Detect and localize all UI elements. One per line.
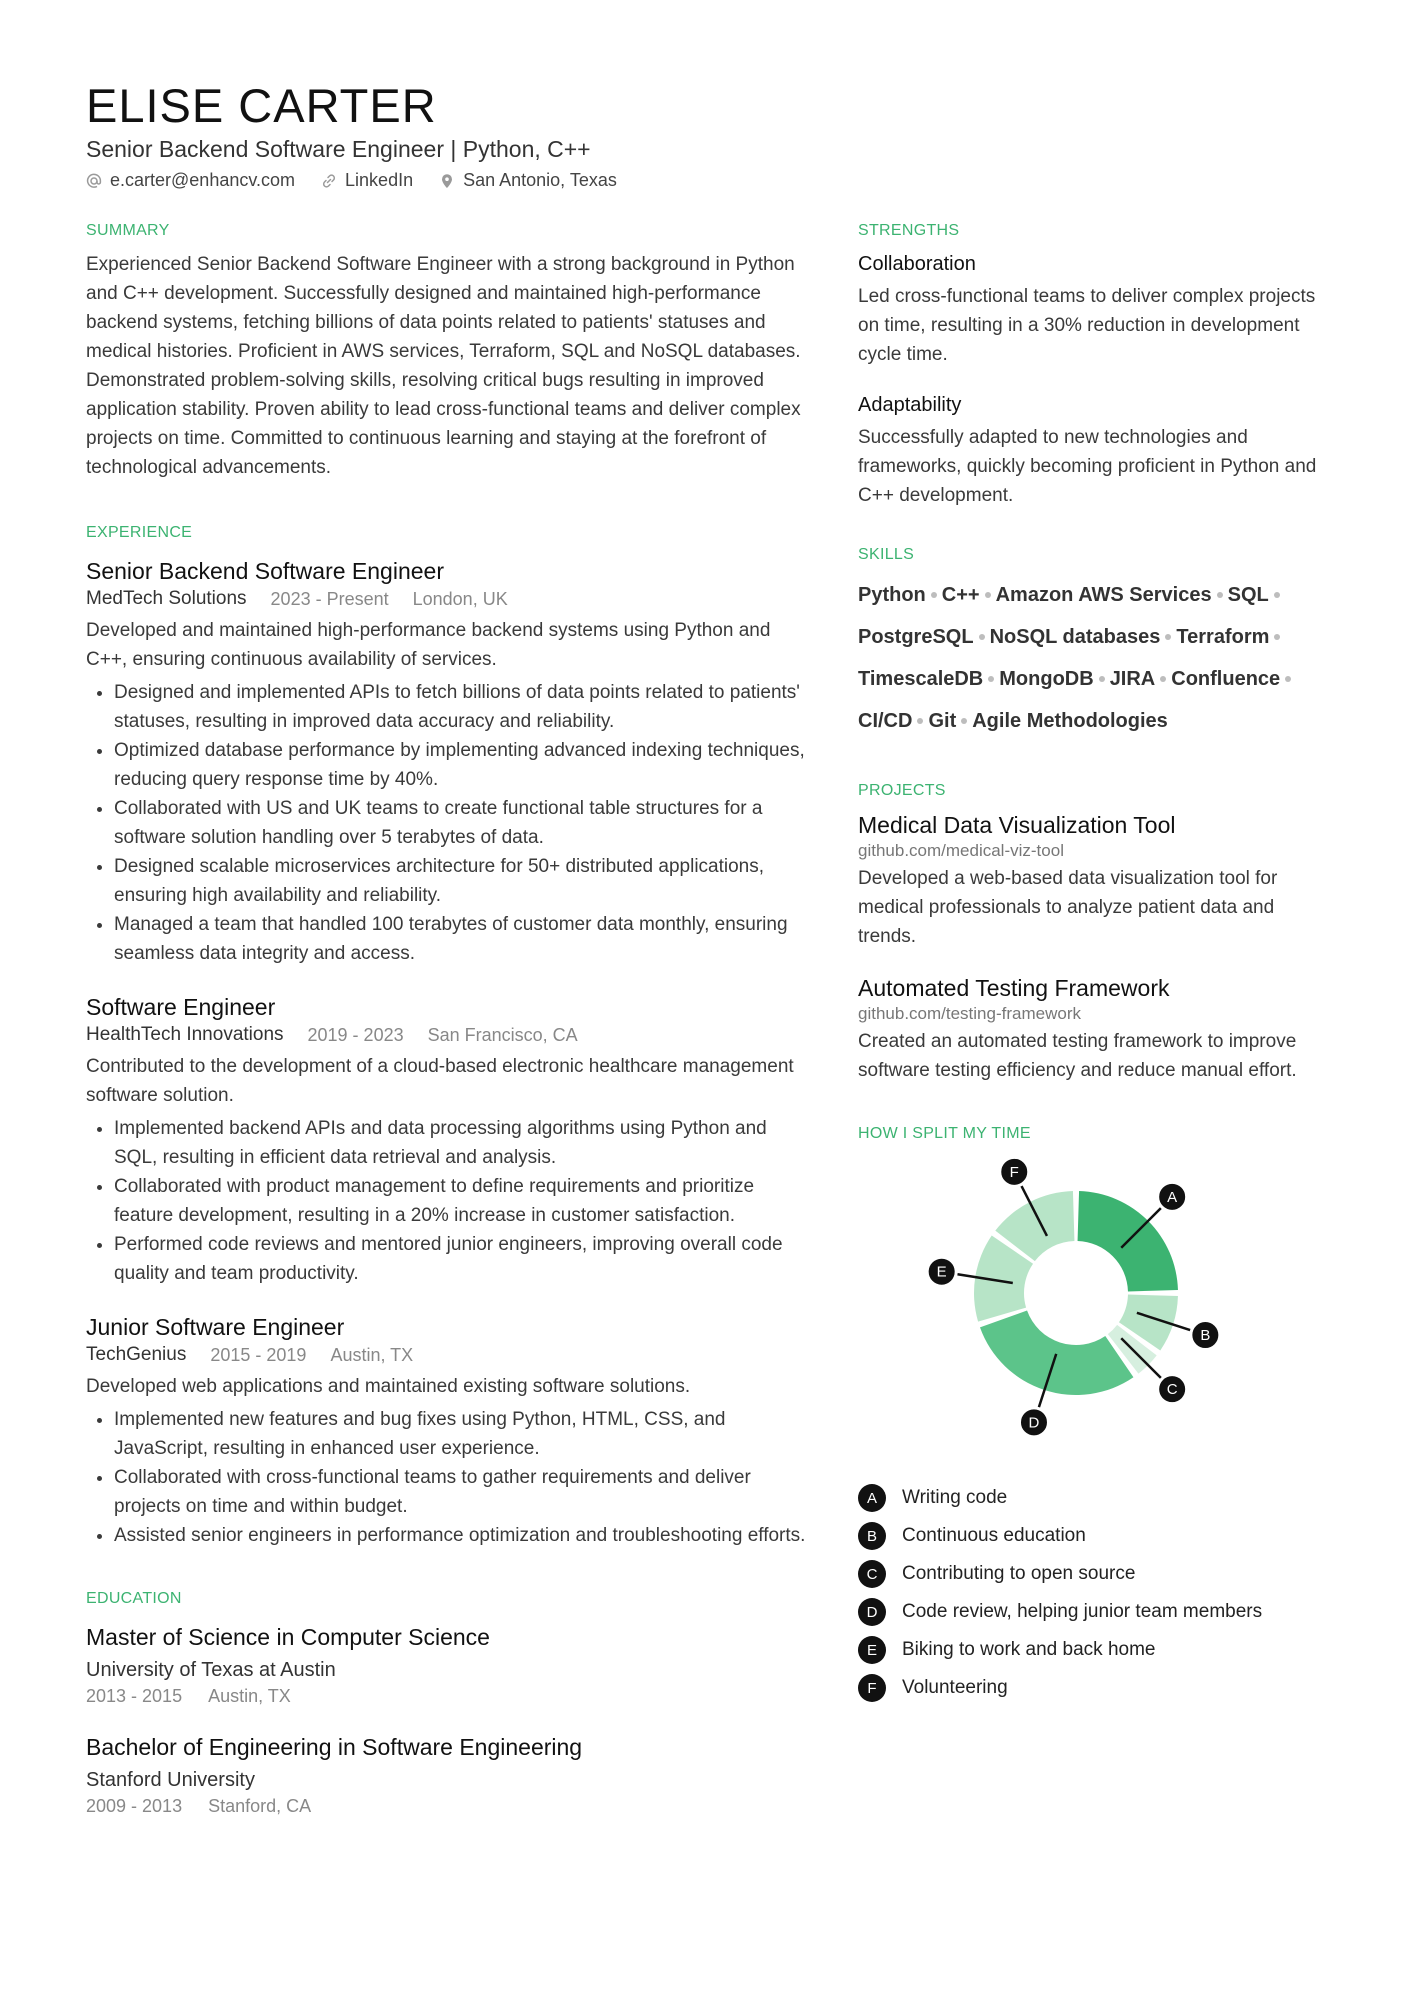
donut-label-letter: B: [1200, 1327, 1211, 1345]
strength-title: Adaptability: [858, 394, 962, 416]
contact-location-text: San Antonio, Texas: [463, 170, 617, 190]
project-title: Medical Data Visualization Tool: [858, 812, 1176, 838]
time-split-legend: [858, 1479, 1328, 1707]
experience-item: [86, 1312, 806, 1550]
skill-item: Amazon AWS Services: [995, 584, 1212, 606]
education-dates: 2009 - 2013: [86, 1796, 183, 1816]
project-item: [858, 810, 1328, 951]
job-location: Austin, TX: [330, 1345, 414, 1365]
legend-item: [858, 1517, 1328, 1555]
job-role: Junior Software Engineer: [86, 1314, 345, 1340]
job-role: Senior Backend Software Engineer: [86, 558, 444, 584]
list-item: • Assisted senior engineers in performance optimization and troubleshooting efforts.: [114, 1521, 806, 1550]
candidate-name: ELISE CARTER: [86, 79, 437, 132]
project-text: Created an automated testing framework to improve software testing efficiency and reduce manual effort.: [858, 1031, 1297, 1081]
skill-item: CI/CD: [858, 710, 913, 732]
donut-label-letter: A: [1167, 1188, 1178, 1206]
projects-section: [858, 782, 1328, 1085]
skill-separator-dot: [1274, 592, 1280, 598]
skill-separator-dot: [1160, 676, 1166, 682]
contact-linkedin[interactable]: [321, 170, 413, 191]
skill-separator-dot: [1217, 592, 1223, 598]
skill-item: SQL: [1227, 584, 1269, 606]
section-heading: SUMMARY: [86, 222, 170, 239]
section-heading: EDUCATION: [86, 1590, 182, 1607]
job-company: MedTech Solutions: [86, 588, 247, 609]
degree-title: Master of Science in Computer Science: [86, 1624, 490, 1650]
experience-item: [86, 556, 806, 968]
donut-label-letter: E: [936, 1263, 947, 1281]
skills-list: [858, 574, 1328, 742]
legend-item: [858, 1555, 1328, 1593]
strengths-section: [858, 222, 1328, 510]
contact-email[interactable]: [86, 170, 295, 191]
list-item: • Designed and implemented APIs to fetch billions of data points related to patients' statuses, resulting in improved data accuracy and reliability.: [114, 678, 806, 736]
job-company: HealthTech Innovations: [86, 1024, 284, 1045]
legend-badge: A: [858, 1484, 886, 1512]
legend-item: [858, 1631, 1328, 1669]
skill-separator-dot: [979, 634, 985, 640]
skill-separator-dot: [985, 592, 991, 598]
section-heading: STRENGTHS: [858, 222, 960, 239]
strength-item: [858, 391, 1328, 510]
school-name: University of Texas at Austin: [86, 1659, 336, 1681]
legend-label: Contributing to open source: [902, 1563, 1136, 1584]
left-column: [86, 222, 806, 1818]
legend-badge: C: [858, 1560, 886, 1588]
skill-item: Python: [858, 584, 926, 606]
legend-label: Writing code: [902, 1487, 1008, 1508]
contact-linkedin-text: LinkedIn: [345, 170, 414, 190]
job-bullets: [86, 1114, 806, 1288]
skill-separator-dot: [1285, 676, 1291, 682]
legend-badge: B: [858, 1522, 886, 1550]
legend-item: [858, 1593, 1328, 1631]
education-item: [86, 1622, 806, 1708]
education-meta: [86, 1684, 806, 1708]
project-title: Automated Testing Framework: [858, 975, 1170, 1001]
legend-label: Volunteering: [902, 1677, 1008, 1698]
education-section: [86, 1590, 806, 1818]
link-icon: [321, 173, 337, 189]
job-meta: [86, 586, 806, 612]
skill-separator-dot: [931, 592, 937, 598]
skill-item: PostgreSQL: [858, 626, 974, 648]
skills-section: [858, 546, 1328, 742]
time-split-chart-wrap: [858, 1153, 1328, 1453]
skill-separator-dot: [1274, 634, 1280, 640]
skill-separator-dot: [961, 718, 967, 724]
job-dates: 2015 - 2019: [210, 1345, 307, 1365]
job-role: Software Engineer: [86, 994, 276, 1020]
skill-separator-dot: [1099, 676, 1105, 682]
right-column: [858, 222, 1328, 1707]
project-link[interactable]: github.com/medical-viz-tool: [858, 841, 1064, 860]
job-description: Contributed to the development of a cloud-based electronic healthcare management software solution.: [86, 1056, 794, 1106]
list-item: • Collaborated with US and UK teams to create functional table structures for a software solution handling over 5 terabytes of data.: [114, 794, 806, 852]
donut-segment-d: [980, 1311, 1133, 1395]
donut-label-letter: F: [1009, 1163, 1019, 1181]
legend-label: Biking to work and back home: [902, 1639, 1156, 1660]
strength-text: Successfully adapted to new technologies and frameworks, quickly becoming proficient in Python and C++ development.: [858, 427, 1317, 506]
list-item: • Performed code reviews and mentored junior engineers, improving overall code quality and team productivity.: [114, 1230, 806, 1288]
skill-item: C++: [941, 584, 980, 606]
experience-item: [86, 992, 806, 1288]
job-bullets: [86, 678, 806, 968]
contact-email-text: e.carter@enhancv.com: [110, 170, 296, 190]
list-item: • Optimized database performance by implementing advanced indexing techniques, reducing query response time by 40%.: [114, 736, 806, 794]
job-bullets: [86, 1405, 806, 1550]
summary-section: [86, 222, 806, 482]
experience-section: [86, 524, 806, 1550]
strength-text: Led cross-functional teams to deliver complex projects on time, resulting in a 30% reduction in development cycle time.: [858, 286, 1316, 365]
education-item: [86, 1732, 806, 1818]
project-link[interactable]: github.com/testing-framework: [858, 1004, 1081, 1023]
list-item: • Managed a team that handled 100 terabytes of customer data monthly, ensuring seamless data integrity and access.: [114, 910, 806, 968]
legend-label: Continuous education: [902, 1525, 1086, 1546]
job-meta: [86, 1022, 806, 1048]
job-description: Developed web applications and maintained existing software solutions.: [86, 1376, 691, 1397]
education-location: Stanford, CA: [208, 1796, 312, 1816]
legend-label: Code review, helping junior team members: [902, 1601, 1263, 1622]
education-dates: 2013 - 2015: [86, 1686, 183, 1706]
donut-label-letter: D: [1028, 1414, 1040, 1432]
legend-item: [858, 1669, 1328, 1707]
section-heading: SKILLS: [858, 546, 915, 563]
job-location: London, UK: [412, 589, 508, 609]
skill-item: MongoDB: [999, 668, 1094, 690]
donut-label-letter: C: [1166, 1381, 1178, 1399]
project-item: [858, 973, 1328, 1085]
list-item: • Collaborated with product management to define requirements and prioritize feature development, resulting in a 20% increase in customer satisfaction.: [114, 1172, 806, 1230]
skill-item: NoSQL databases: [989, 626, 1161, 648]
skill-item: JIRA: [1109, 668, 1156, 690]
skill-item: Terraform: [1176, 626, 1270, 648]
job-meta: [86, 1342, 806, 1368]
summary-text: Experienced Senior Backend Software Engineer with a strong background in Python and C++ development. Successfully designed and maintained high-performance backend systems, fetching billions of data points related to patients' statuses and medical histories. Proficient in AWS services, Terraform, SQL and NoSQL databases. Demonstrated problem-solving skills, resolving critical bugs resulting in improved application stability. Proven ability to lead cross-functional teams and deliver complex projects on time. Committed to continuous learning and staying at the forefront of technological advancements.: [86, 254, 801, 478]
skill-item: Confluence: [1171, 668, 1281, 690]
contact-location: [439, 170, 617, 191]
skill-separator-dot: [988, 676, 994, 682]
job-description: Developed and maintained high-performance backend systems using Python and C++, ensuring continuous availability of services.: [86, 620, 771, 670]
job-location: San Francisco, CA: [427, 1025, 578, 1045]
legend-item: [858, 1479, 1328, 1517]
skill-item: TimescaleDB: [858, 668, 984, 690]
section-heading: PROJECTS: [858, 782, 946, 799]
education-meta: [86, 1794, 806, 1818]
project-text: Developed a web-based data visualization tool for medical professionals to analyze patient data and trends.: [858, 868, 1278, 947]
list-item: • Implemented backend APIs and data processing algorithms using Python and SQL, resulting in efficient data retrieval and analysis.: [114, 1114, 806, 1172]
legend-badge: D: [858, 1598, 886, 1626]
legend-badge: E: [858, 1636, 886, 1664]
section-heading: HOW I SPLIT MY TIME: [858, 1125, 1031, 1142]
list-item: • Implemented new features and bug fixes using Python, HTML, CSS, and JavaScript, resulting in enhanced user experience.: [114, 1405, 806, 1463]
at-icon: [86, 173, 102, 189]
section-heading: EXPERIENCE: [86, 524, 193, 541]
time-split-donut: [858, 1153, 1328, 1453]
list-item: • Designed scalable microservices architecture for 50+ distributed applications, ensuring high availability and reliability.: [114, 852, 806, 910]
job-company: TechGenius: [86, 1344, 187, 1365]
legend-badge: F: [858, 1674, 886, 1702]
candidate-title: Senior Backend Software Engineer | Python, C++: [86, 136, 591, 162]
contact-bar: [86, 170, 617, 191]
list-item: • Collaborated with cross-functional teams to gather requirements and deliver projects on time and within budget.: [114, 1463, 806, 1521]
skill-item: Git: [928, 710, 957, 732]
job-dates: 2019 - 2023: [307, 1025, 404, 1045]
time-split-section: [858, 1125, 1328, 1707]
skill-item: Agile Methodologies: [972, 710, 1168, 732]
strength-item: [858, 250, 1328, 369]
degree-title: Bachelor of Engineering in Software Engineering: [86, 1734, 583, 1760]
education-location: Austin, TX: [208, 1686, 291, 1706]
location-pin-icon: [439, 173, 455, 189]
skill-separator-dot: [1165, 634, 1171, 640]
skill-separator-dot: [917, 718, 923, 724]
strength-title: Collaboration: [858, 253, 976, 275]
job-dates: 2023 - Present: [270, 589, 389, 609]
school-name: Stanford University: [86, 1769, 255, 1791]
